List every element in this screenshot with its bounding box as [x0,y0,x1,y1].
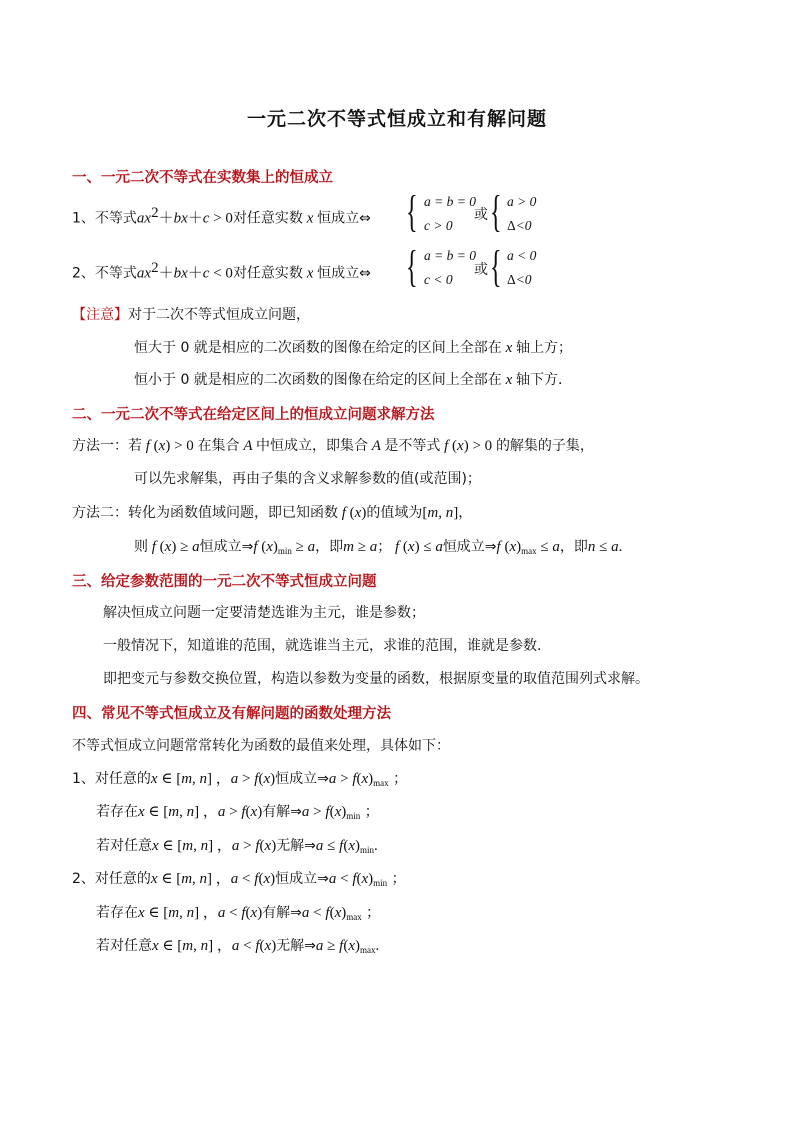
section-2-heading: 二、一元二次不等式在给定区间上的恒成立问题求解方法 [72,407,435,423]
brace-2a: { [406,242,418,291]
sys-2b-line1: a < 0 [507,248,537,263]
sys-2a-line1: a = b = 0 [424,248,476,263]
s4-rule-5: 若存在x ∈ [m, n] ，a < f(x)有解⇒a < $f(x)_{max}$ ； [96,905,381,922]
page-title: 一元二次不等式恒成立和有解问题 [246,108,547,130]
sys-1b-line2: Δ<0 [507,218,532,233]
method-1-line-2: 可以先求解集，再由子集的含义求解参数的值(或范围)； [134,471,481,487]
or-2: 或 [474,262,488,278]
method-1-line-1: 方法一：若 f (x) > 0 在集合 A 中恒成立，即集合 A 是不等式 f (x) > 0 的解集的子集， [72,438,594,454]
s1-item-2: 2、不等式$ax^2+bx+c < 0$对任意实数 x 恒成立⇔ [72,260,371,282]
note-line-2: 恒小于 0 就是相应的二次函数的图像在给定的区间上全部在 x 轴下方． [134,372,572,388]
s4-rule-4: 2、对任意的x ∈ [m, n] ，a < f(x)恒成立⇒a < $f(x)_{min}$ ； [72,871,406,888]
or-1: 或 [474,207,488,223]
s4-rule-2: 若存在x ∈ [m, n] ，a > f(x)有解⇒a > $f(x)_{min}$ ； [96,804,379,821]
sys-1a-line2: c > 0 [424,218,453,233]
s4-rule-6: 若对任意x ∈ [m, n] ，a < f(x)无解⇒a ≥ $f(x)_{max}$. [96,938,380,955]
section-1-heading: 一、一元二次不等式在实数集上的恒成立 [72,170,333,186]
s4-rule-3: 若对任意x ∈ [m, n] ，a > f(x)无解⇒a ≤ $f(x)_{min}$. [96,838,378,855]
section-3-heading: 三、给定参数范围的一元二次不等式恒成立问题 [72,574,377,590]
s3-para-3: 即把变元与参数交换位置，构造以参数为变量的函数，根据原变量的取值范围列式求解。 [103,671,649,687]
note-line-1: 恒大于 0 就是相应的二次函数的图像在给定的区间上全部在 x 轴上方； [134,340,572,356]
method-2-line-2: 则 f (x) ≥ a恒成立⇒f $(x)_{min} \ge a$，即m ≥ a； f (x) ≤ a恒成立⇒f $(x)_{max} \le a$，即n ≤ a. [134,539,623,556]
section-4-heading: 四、常见不等式恒成立及有解问题的函数处理方法 [72,706,391,722]
sys-2b-line2: Δ<0 [507,272,532,287]
method-2-line-1: 方法二：转化为函数值域问题，即已知函数 f (x)的值域为[m, n]， [72,505,473,521]
brace-1b: { [490,187,502,236]
brace-2b: { [490,242,502,291]
s3-para-2: 一般情况下，知道谁的范围，就选谁当主元，求谁的范围，谁就是参数. [103,638,542,654]
s3-para-1: 解决恒成立问题一定要清楚选谁为主元，谁是参数； [103,605,425,621]
s1-item-1: 1、不等式$ax^2+bx+c > 0$对任意实数 x 恒成立⇔ [72,205,371,227]
s4-rule-1: 1、对任意的x ∈ [m, n] ，a > f(x)恒成立⇒a > $f(x)_{max}$ ； [72,771,408,788]
sys-1a-line1: a = b = 0 [424,194,476,209]
sys-1b-line1: a > 0 [507,194,537,209]
sys-2a-line2: c < 0 [424,272,453,287]
brace-1a: { [406,187,418,236]
note-line: 【注意】对于二次不等式恒成立问题， [72,307,310,323]
s4-intro: 不等式恒成立问题常常转化为函数的最值来处理，具体如下： [72,738,450,754]
